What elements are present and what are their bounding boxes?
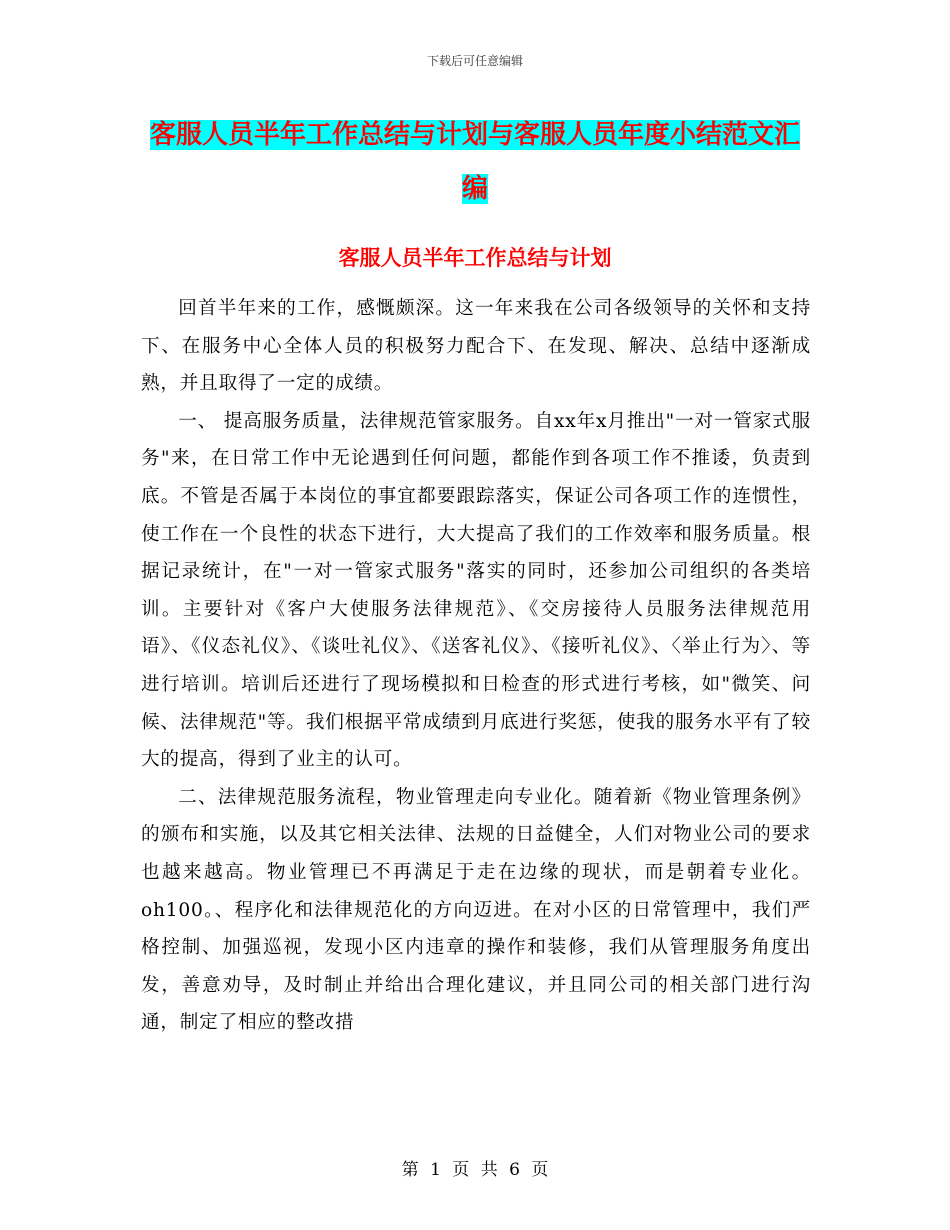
- document-body: [141, 290, 811, 1042]
- paragraph-service-process: 二、法律规范服务流程，物业管理走向专业化。随着新《物业管理条例》的颁布和实施，以及其它相关法律、法规的日益健全，人们对物业公司的要求也越来越高。物业管理已不再满足于走在边缘的现状，而是朝着专业化。oh100。、程序化和法律规范化的方向迈进。在对小区的日常管理中，我们严格控制、加强巡视，发现小区内违章的操作和装修，我们从管理服务角度出发，善意劝导，及时制止并给出合理化建议，并且同公司的相关部门进行沟通，制定了相应的整改措: [141, 786, 811, 1034]
- page-header-note: 下载后可任意编辑: [426, 54, 523, 68]
- paragraph-service-quality: 一、 提高服务质量，法律规范管家服务。自xx年x月推出"一对一管家式服务"来，在日常工作中无论遇到任何问题，都能作到各项工作不推诿，负责到底。不管是否属于本岗位的事宜都要跟踪落实，保证公司各项工作的连惯性，使工作在一个良性的状态下进行，大大提高了我们的工作效率和服务质量。根据记录统计，在"一对一管家式服务"落实的同时，还参加公司组织的各类培训。主要针对《客户大使服务法律规范》、《交房接待人员服务法律规范用语》、《仪态礼仪》、《谈吐礼仪》、《送客礼仪》、《接听礼仪》、〈举止行为〉、等进行培训。培训后还进行了现场模拟和日检查的形式进行考核，如"微笑、问候、法律规范"等。我们根据平常成绩到月底进行奖惩，使我的服务水平有了较大的提高，得到了业主的认可。: [141, 410, 811, 771]
- paragraph-intro: 回首半年来的工作，感慨颇深。这一年来我在公司各级领导的关怀和支持下、在服务中心全体人员的积极努力配合下、在发现、解决、总结中逐渐成熟，并且取得了一定的成绩。: [141, 298, 811, 395]
- document-title-text: 客服人员半年工作总结与计划与客服人员年度小结范文汇编: [150, 120, 801, 204]
- section-title: 客服人员半年工作总结与计划: [338, 246, 612, 270]
- page-number: 第 1 页 共 6 页: [401, 1160, 549, 1180]
- document-title: [150, 108, 800, 216]
